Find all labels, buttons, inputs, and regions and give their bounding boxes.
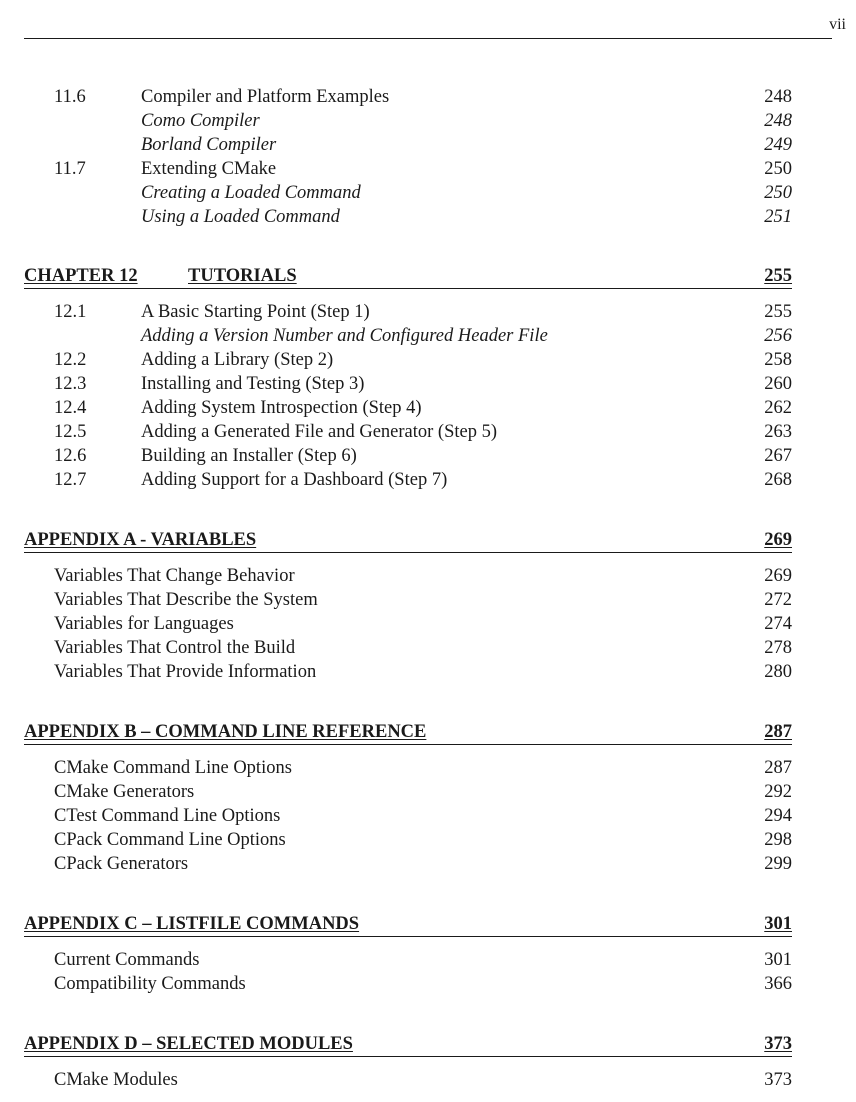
toc-entry[interactable] <box>0 1068 856 1092</box>
entry-page: 287 <box>764 758 792 778</box>
entry-page: 262 <box>764 398 792 418</box>
entry-page: 280 <box>764 662 792 682</box>
toc-entry[interactable] <box>0 468 856 492</box>
toc-entry[interactable] <box>0 756 856 780</box>
toc-entry[interactable] <box>0 852 856 876</box>
toc-entry[interactable] <box>0 396 856 420</box>
page-number: vii <box>829 16 846 33</box>
entry-page: 299 <box>764 854 792 874</box>
header-rule <box>24 38 832 39</box>
toc-entry[interactable] <box>0 444 856 468</box>
section-heading[interactable] <box>24 720 792 745</box>
entry-title: Using a Loaded Command <box>141 207 340 227</box>
entry-title: Current Commands <box>54 950 200 970</box>
entry-number: 12.4 <box>54 398 87 418</box>
entry-page: 292 <box>764 782 792 802</box>
entry-title: CMake Command Line Options <box>54 758 292 778</box>
entry-page: 249 <box>764 135 792 155</box>
section-heading-page: 301 <box>764 914 792 934</box>
toc-entry[interactable] <box>0 133 856 157</box>
entry-page: 272 <box>764 590 792 610</box>
toc-entry[interactable] <box>0 828 856 852</box>
toc-entry[interactable] <box>0 612 856 636</box>
toc-entry[interactable] <box>0 324 856 348</box>
section-heading-page: 287 <box>764 722 792 742</box>
entry-page: 263 <box>764 422 792 442</box>
entry-number: 11.7 <box>54 159 86 179</box>
section-heading[interactable] <box>24 528 792 553</box>
toc-entry[interactable] <box>0 780 856 804</box>
toc-entry[interactable] <box>0 372 856 396</box>
entry-page: 274 <box>764 614 792 634</box>
entry-title: Adding a Version Number and Configured Header File <box>141 326 548 346</box>
toc-entry[interactable] <box>0 85 856 109</box>
entry-page: 258 <box>764 350 792 370</box>
entry-page: 248 <box>764 111 792 131</box>
entry-title: A Basic Starting Point (Step 1) <box>141 302 370 322</box>
entry-page: 366 <box>764 974 792 994</box>
entry-number: 12.6 <box>54 446 87 466</box>
section-heading-label: APPENDIX A - VARIABLES <box>24 530 257 550</box>
entry-title: CPack Generators <box>54 854 189 874</box>
toc-entry[interactable] <box>0 205 856 229</box>
toc-entry[interactable] <box>0 181 856 205</box>
entry-page: 250 <box>764 159 792 179</box>
entry-number: 12.2 <box>54 350 87 370</box>
entry-page: 255 <box>764 302 792 322</box>
section-heading-page: 255 <box>764 266 792 286</box>
toc-entry[interactable] <box>0 157 856 181</box>
entry-title: Extending CMake <box>141 159 277 179</box>
entry-number: 11.6 <box>54 87 86 107</box>
entry-page: 248 <box>764 87 792 107</box>
entry-title: Building an Installer (Step 6) <box>141 446 357 466</box>
entry-number: 12.3 <box>54 374 87 394</box>
entry-title: Variables That Describe the System <box>54 590 318 610</box>
entry-title: Adding System Introspection (Step 4) <box>141 398 422 418</box>
entry-page: 294 <box>764 806 792 826</box>
entry-page: 250 <box>764 183 792 203</box>
section-heading[interactable] <box>24 1032 792 1057</box>
entry-page: 301 <box>764 950 792 970</box>
entry-title: Borland Compiler <box>141 135 277 155</box>
toc-entry[interactable] <box>0 564 856 588</box>
entry-title: Como Compiler <box>141 111 260 131</box>
toc-entry[interactable] <box>0 109 856 133</box>
entry-title: Compatibility Commands <box>54 974 246 994</box>
entry-title: CTest Command Line Options <box>54 806 281 826</box>
toc-entry[interactable] <box>0 420 856 444</box>
entry-title: Compiler and Platform Examples <box>141 87 390 107</box>
entry-title: CMake Modules <box>54 1070 178 1090</box>
toc-entry[interactable] <box>0 972 856 996</box>
entry-page: 268 <box>764 470 792 490</box>
entry-title: Installing and Testing (Step 3) <box>141 374 365 394</box>
entry-title: CPack Command Line Options <box>54 830 286 850</box>
section-heading-page: 269 <box>764 530 792 550</box>
toc-entry[interactable] <box>0 948 856 972</box>
toc-entry[interactable] <box>0 348 856 372</box>
entry-title: Adding Support for a Dashboard (Step 7) <box>141 470 448 490</box>
toc-entry[interactable] <box>0 660 856 684</box>
entry-page: 256 <box>764 326 792 346</box>
entry-number: 12.5 <box>54 422 87 442</box>
section-heading-label: CHAPTER 12 <box>24 266 138 286</box>
entry-title: Variables That Control the Build <box>54 638 296 658</box>
entry-title: Adding a Generated File and Generator (Step 5) <box>141 422 497 442</box>
entry-page: 373 <box>764 1070 792 1090</box>
entry-page: 251 <box>764 207 792 227</box>
entry-page: 260 <box>764 374 792 394</box>
entry-title: CMake Generators <box>54 782 195 802</box>
toc-entry[interactable] <box>0 636 856 660</box>
entry-title: Variables That Change Behavior <box>54 566 295 586</box>
entry-title: Variables That Provide Information <box>54 662 317 682</box>
toc-entry[interactable] <box>0 804 856 828</box>
entry-page: 278 <box>764 638 792 658</box>
section-heading[interactable] <box>24 912 792 937</box>
entry-number: 12.1 <box>54 302 87 322</box>
toc-entry[interactable] <box>0 588 856 612</box>
entry-page: 269 <box>764 566 792 586</box>
entry-number: 12.7 <box>54 470 87 490</box>
section-heading-page: 373 <box>764 1034 792 1054</box>
section-heading-label: APPENDIX B – COMMAND LINE REFERENCE <box>24 722 427 742</box>
entry-title: Creating a Loaded Command <box>141 183 361 203</box>
toc-entry[interactable] <box>0 300 856 324</box>
section-heading-title: TUTORIALS <box>188 266 297 286</box>
entry-page: 298 <box>764 830 792 850</box>
entry-title: Variables for Languages <box>54 614 234 634</box>
entry-title: Adding a Library (Step 2) <box>141 350 334 370</box>
entry-page: 267 <box>764 446 792 466</box>
section-heading-label: APPENDIX C – LISTFILE COMMANDS <box>24 914 360 934</box>
section-heading-label: APPENDIX D – SELECTED MODULES <box>24 1034 353 1054</box>
section-heading[interactable] <box>24 264 792 289</box>
